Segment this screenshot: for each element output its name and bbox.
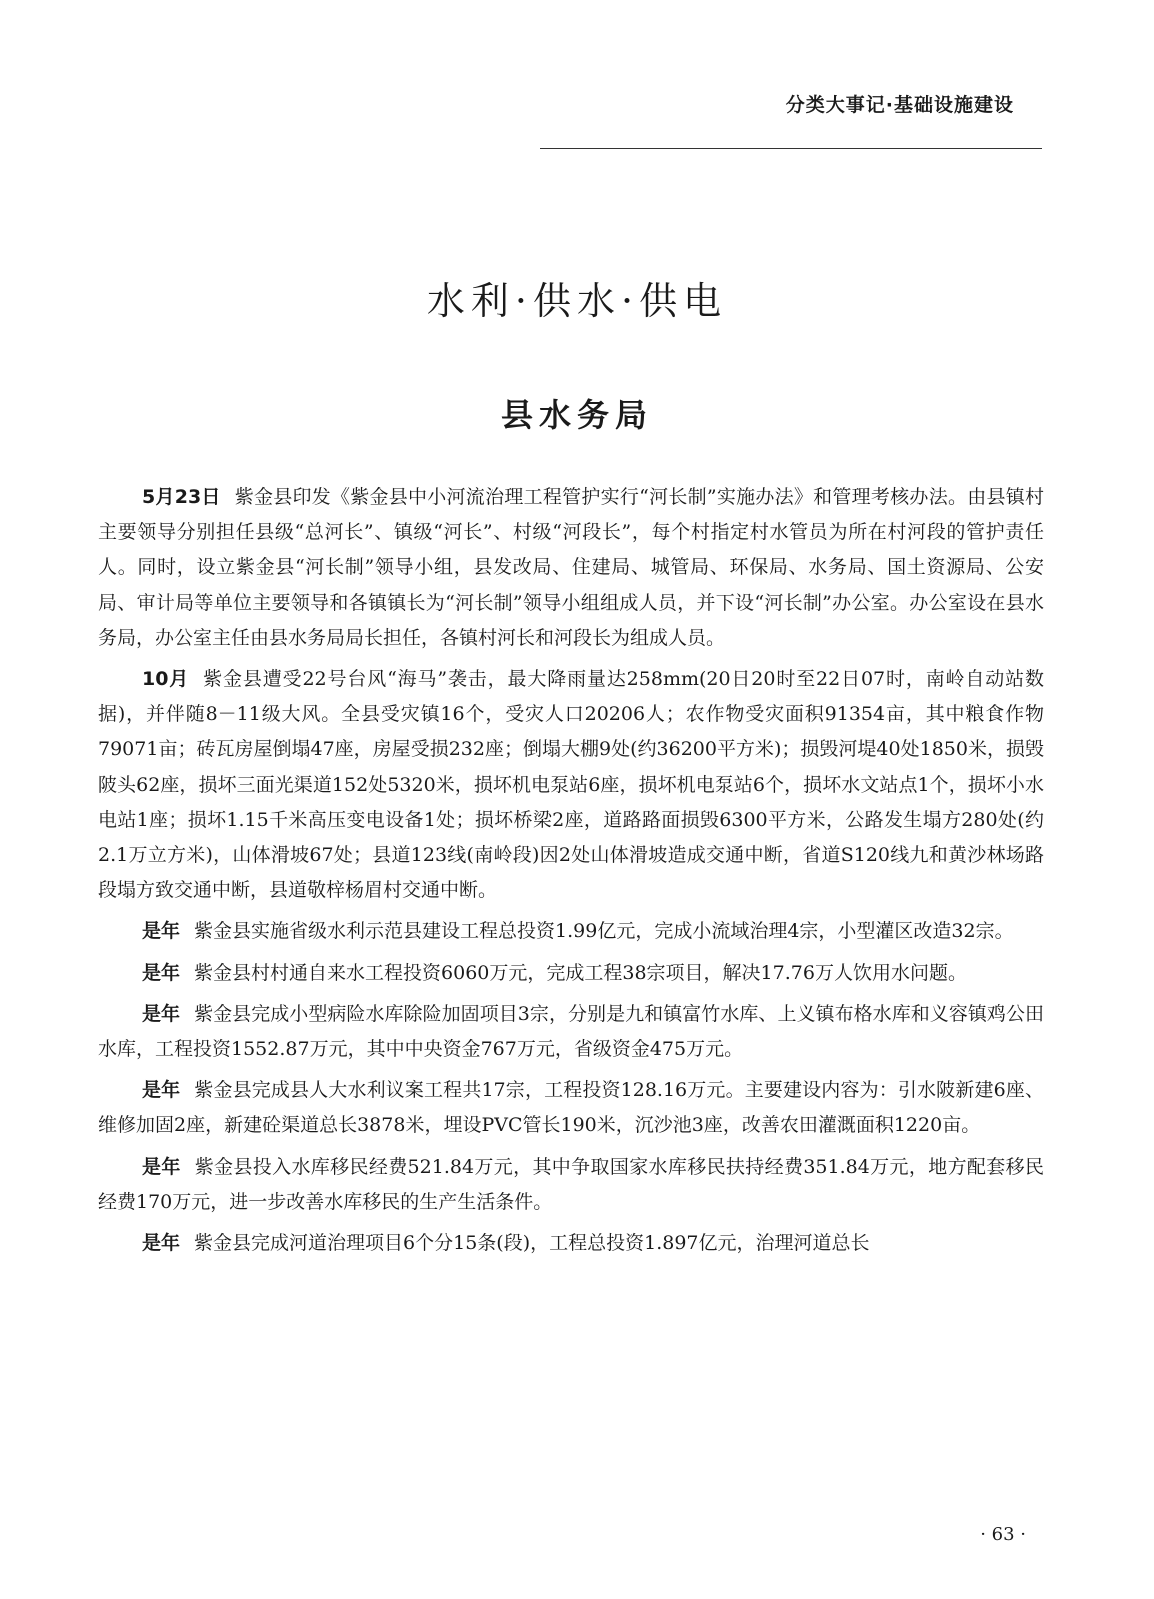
sub-title: 县水务局: [500, 396, 653, 434]
page-number: · 63 ·: [980, 1524, 1026, 1545]
running-header-title: 分类大事记·基础设施建设: [785, 94, 1014, 116]
entry-year-tap-water: [98, 956, 1044, 991]
running-header: [540, 88, 1042, 149]
entry-year-reservoir: [98, 997, 1044, 1067]
entry-may-23: [98, 480, 1044, 656]
entry-year-npc-proposal: [98, 1073, 1044, 1143]
entry-text: 紫金县村村通自来水工程投资6060万元，完成工程38宗项目，解决17.76万人饮用水问题。: [194, 961, 967, 984]
entry-year-demo-county: [98, 914, 1044, 949]
entry-text: 紫金县完成河道治理项目6个分15条(段)，工程总投资1.897亿元，治理河道总长: [194, 1232, 870, 1255]
entry-year-river-management: [98, 1226, 1044, 1261]
entry-text: 紫金县完成县人大水利议案工程共17宗，工程投资128.16万元。主要建设内容为：引水陂新建6座、维修加固2座，新建砼渠道总长3878米，埋设PVC管长190米，沉沙池3座，改善农田灌溉面积1220亩。: [98, 1079, 1044, 1137]
entry-date: 是年: [142, 1002, 181, 1025]
entry-date: 是年: [142, 1079, 181, 1102]
entry-date: 是年: [142, 961, 181, 984]
entry-year-resettlement: [98, 1150, 1044, 1220]
entry-text: 紫金县投入水库移民经费521.84万元，其中争取国家水库移民扶持经费351.84万元，地方配套移民经费170万元，进一步改善水库移民的生产生活条件。: [98, 1155, 1044, 1213]
entry-date: 是年: [142, 1155, 181, 1178]
entry-date: 是年: [142, 920, 181, 943]
entry-text: 紫金县印发《紫金县中小河流治理工程管护实行“河长制”实施办法》和管理考核办法。由县镇村主要领导分别担任县级“总河长”、镇级“河长”、村级“河段长”，每个村指定村水管员为所在村河段的管护责任人。同时，设立紫金县“河长制”领导小组，县发改局、住建局、城管局、环保局、水务局、国土资源局、公安局、审计局等单位主要领导和各镇镇长为“河长制”领导小组组成人员，并下设“河长制”办公室。办公室设在县水务局，办公室主任由县水务局局长担任，各镇村河长和河段长为组成人员。: [98, 486, 1044, 649]
entry-date: 5月23日: [142, 486, 221, 508]
entry-october: [98, 662, 1044, 908]
entry-text: 紫金县遭受22号台风“海马”袭击，最大降雨量达258mm(20日20时至22日07时，南岭自动站数据)，并伴随8－11级大风。全县受灾镇16个，受灾人口20206人；农作物受灾面积91354亩，其中粮食作物79071亩；砖瓦房屋倒塌47座，房屋受损232座；倒塌大棚9处(约36200平方米)；损毁河堤40处1850米，损毁陂头62座，损坏三面光渠道152处5320米，损坏机电泵站6座，损坏机电泵站6个，损坏水文站点1个，损坏小水电站1座；损坏1.15千米高压变电设备1处；损坏桥梁2座，道路路面损毁6300平方米，公路发生塌方280处(约2.1万立方米)，山体滑坡67处；县道123线(南岭段)因2处山体滑坡造成交通中断，省道S120线九和黄沙林场路段塌方致交通中断，县道敬梓杨眉村交通中断。: [98, 668, 1044, 902]
section-title: 水利·供水·供电: [426, 279, 728, 323]
entry-date: 是年: [142, 1232, 181, 1255]
entry-date: 10月: [142, 668, 190, 691]
body-text: [98, 480, 1044, 1267]
entry-text: 紫金县实施省级水利示范县建设工程总投资1.99亿元，完成小流域治理4宗，小型灌区改造32宗。: [194, 920, 1014, 943]
entry-text: 紫金县完成小型病险水库除险加固项目3宗，分别是九和镇富竹水库、上义镇布格水库和义容镇鸡公田水库，工程投资1552.87万元，其中中央资金767万元，省级资金475万元。: [98, 1002, 1044, 1061]
